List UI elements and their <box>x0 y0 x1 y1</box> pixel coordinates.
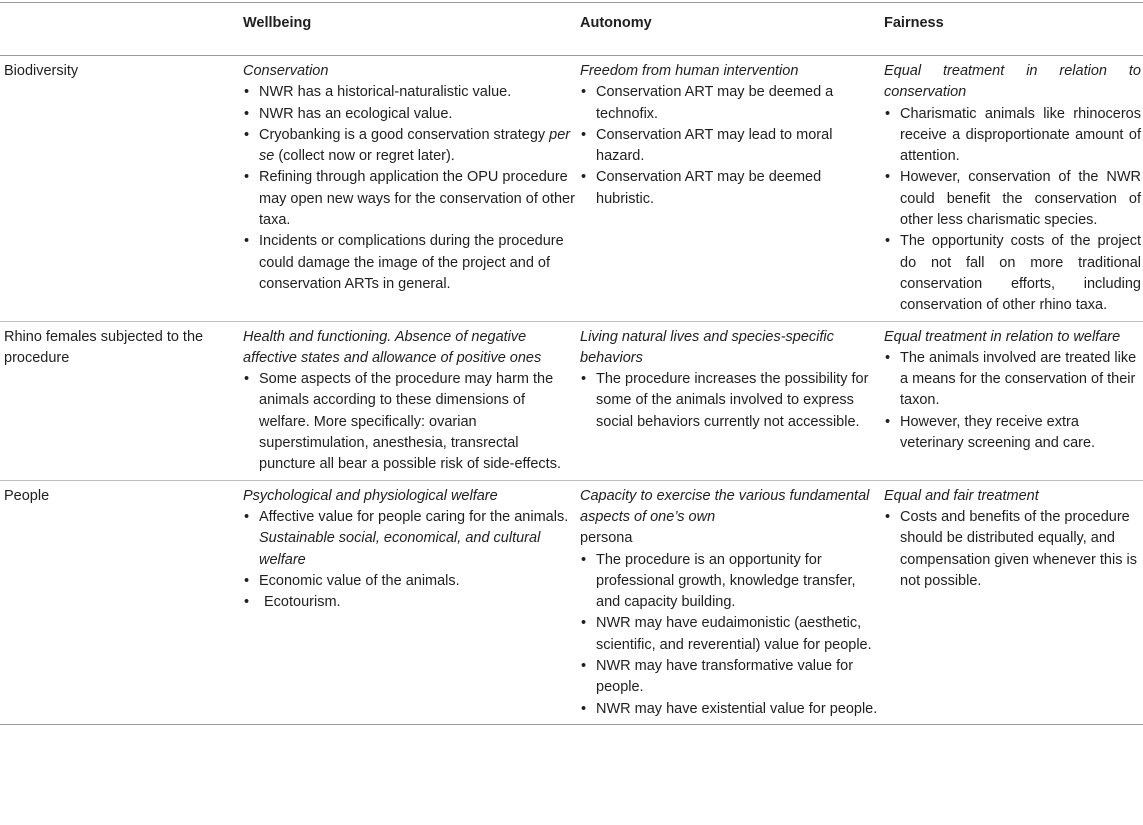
emphasis-text: per se <box>259 126 571 165</box>
list-item: • The procedure increases the possibility for some of the animals involved to express social behaviors currently not accessible. <box>580 369 882 433</box>
list-item: • Conservation ART may be deemed a technofix. <box>580 82 882 125</box>
bullet-list <box>580 369 882 433</box>
list-item: • NWR may have transformative value for people. <box>580 656 882 699</box>
list-item: • NWR has an ecological value. <box>243 104 578 125</box>
bullet-list <box>243 369 578 475</box>
cell-heading: Psychological and physiological welfare <box>243 487 498 504</box>
list-item: • However, they receive extra veterinary screening and care. <box>884 412 1141 455</box>
table-row <box>0 480 1143 724</box>
cell-biodiversity-autonomy <box>580 56 884 322</box>
list-item: • Charismatic animals like rhinoceros receive a disproportionate amount of attention. <box>884 104 1141 168</box>
cell-heading: Equal treatment in relation to conservation <box>884 63 1141 101</box>
header-fairness: Fairness <box>884 3 1143 56</box>
bullet-list <box>884 104 1141 317</box>
header-autonomy: Autonomy <box>580 3 884 56</box>
row-label-rhino-females: Rhino females subjected to the procedure <box>0 321 243 480</box>
bullet-list <box>243 82 578 295</box>
list-item: • Some aspects of the procedure may harm the animals according to these dimensions of welfare. More specifically: ovarian superstimulation, anesthesia, transrectal puncture all bear a possible risk of side-effects. <box>243 369 578 475</box>
list-item: • The opportunity costs of the project do not fall on more traditional conservation efforts, including conservation of other rhino taxa. <box>884 231 1141 316</box>
list-item: • Conservation ART may lead to moral hazard. <box>580 125 882 168</box>
list-item: • NWR has a historical-naturalistic value. <box>243 82 578 103</box>
bullet-list <box>884 348 1141 454</box>
cell-rhino-fairness <box>884 321 1143 480</box>
header-wellbeing: Wellbeing <box>243 3 580 56</box>
cell-heading: Health and functioning. Absence of negative affective states and allowance of positive ones <box>243 328 542 366</box>
table-row <box>0 56 1143 322</box>
list-item: • Cryobanking is a good conservation strategy per se (collect now or regret later). <box>243 125 578 168</box>
cell-biodiversity-fairness <box>884 56 1143 322</box>
ethics-matrix-table <box>0 2 1143 725</box>
table-row <box>0 321 1143 480</box>
list-item: • The animals involved are treated like a means for the conservation of their taxon. <box>884 348 1141 412</box>
list-item: • Incidents or complications during the procedure could damage the image of the project and of conservation ARTs in general. <box>243 231 578 295</box>
cell-subheading: Sustainable social, economical, and cultural welfare <box>259 530 541 568</box>
cell-people-wellbeing <box>243 480 580 724</box>
list-item: • NWR may have existential value for people. <box>580 699 882 720</box>
cell-people-fairness <box>884 480 1143 724</box>
bullet-list <box>580 82 882 210</box>
bullet-list <box>243 507 578 613</box>
list-item: • Costs and benefits of the procedure should be distributed equally, and compensation given whenever this is not possible. <box>884 507 1141 592</box>
list-item: • Economic value of the animals. <box>243 571 578 592</box>
cell-rhino-autonomy <box>580 321 884 480</box>
cell-heading: Conservation <box>243 63 329 79</box>
list-item: • Conservation ART may be deemed hubristic. <box>580 167 882 210</box>
cell-heading: Equal treatment in relation to welfare <box>884 328 1121 345</box>
row-label-people: People <box>0 480 243 724</box>
list-item: • The procedure is an opportunity for professional growth, knowledge transfer, and capacity building. <box>580 550 882 614</box>
cell-rhino-wellbeing <box>243 321 580 480</box>
cell-heading-tail: persona <box>580 530 633 547</box>
cell-heading: Equal and fair treatment <box>884 487 1039 504</box>
header-empty <box>0 3 243 56</box>
list-item: • Refining through application the OPU procedure may open new ways for the conservation of other taxa. <box>243 167 578 231</box>
list-item: • However, conservation of the NWR could benefit the conservation of other less charismatic species. <box>884 167 1141 231</box>
cell-heading: Living natural lives and species-specific behaviors <box>580 328 834 366</box>
list-item: • Ecotourism. <box>243 592 578 613</box>
row-label-biodiversity: Biodiversity <box>0 56 243 322</box>
cell-people-autonomy <box>580 480 884 724</box>
list-item: • NWR may have eudaimonistic (aesthetic, scientific, and reverential) value for people. <box>580 613 882 656</box>
cell-biodiversity-wellbeing <box>243 56 580 322</box>
bullet-list <box>884 507 1141 592</box>
bullet-list <box>580 550 882 720</box>
header-row <box>0 3 1143 56</box>
cell-heading: Capacity to exercise the various fundamental aspects of one’s own <box>580 487 870 525</box>
cell-heading: Freedom from human intervention <box>580 63 799 79</box>
list-item: • Affective value for people caring for the animals. <box>243 507 578 528</box>
